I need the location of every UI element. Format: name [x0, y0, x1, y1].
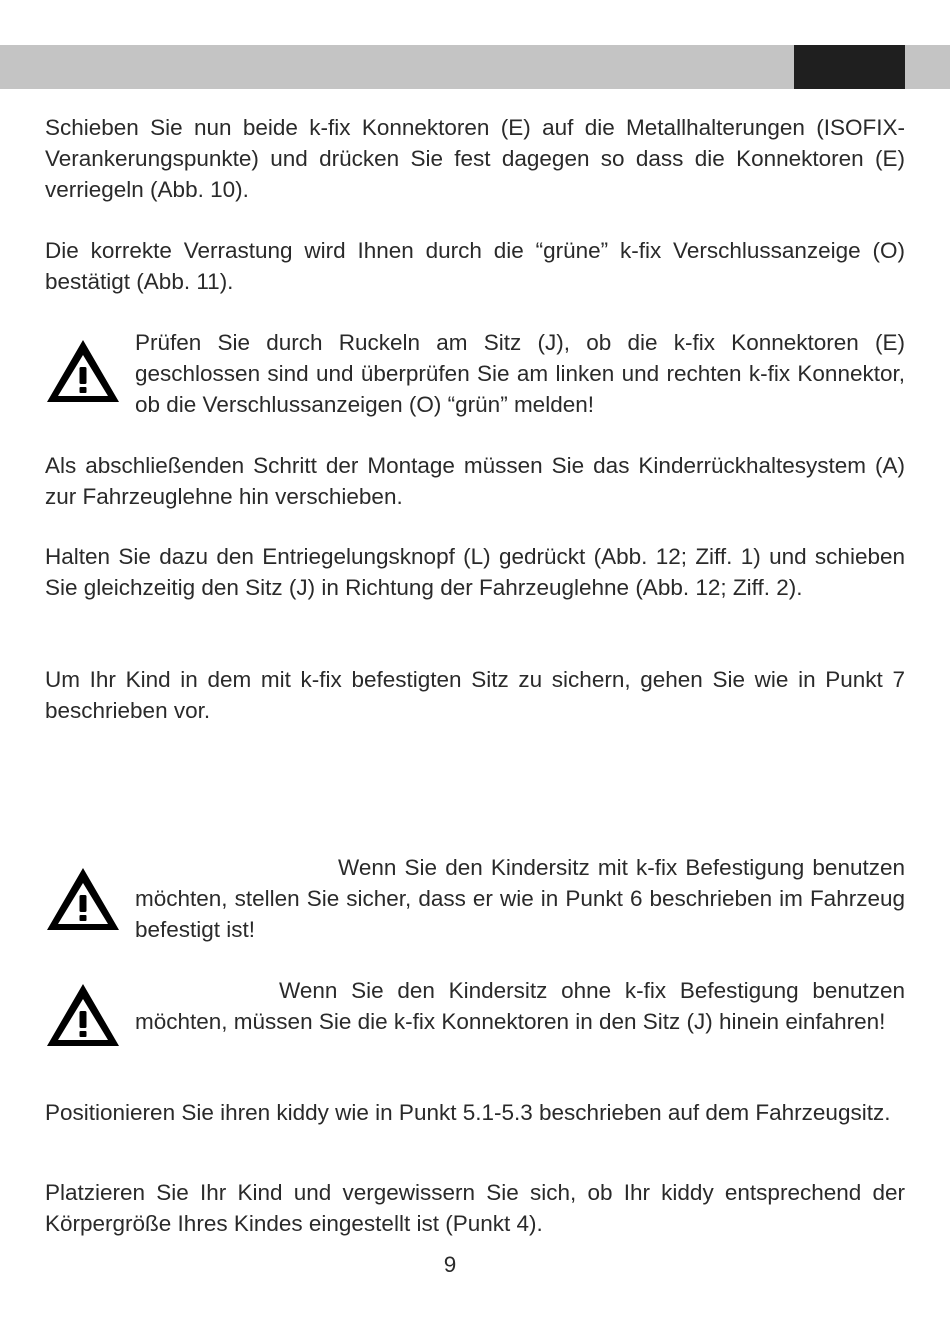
paragraph-secure-child: Um Ihr Kind in dem mit k-fix befestigten Sitz zu sichern, gehen Sie wie in Punkt 7 beschrieben vor. — [45, 667, 905, 723]
paragraph-position-seat: Positionieren Sie ihren kiddy wie in Punkt 5.1-5.3 beschrieben auf dem Fahrzeugsitz. — [45, 1100, 891, 1125]
warning-triangle-icon — [45, 982, 121, 1048]
page-number: 9 — [443, 1252, 457, 1277]
paragraph-install-connectors: Schieben Sie nun beide k-fix Konnektoren (E) auf die Metallhalterungen (ISOFIX-Verankerungspunkte) und drücken Sie fest dagegen so dass die Konnektoren (E) verriegeln (Abb. 10). — [45, 115, 905, 202]
paragraph-final-step: Als abschließenden Schritt der Montage müssen Sie das Kinderrückhaltesystem (A) zur Fahrzeuglehne hin verschieben. — [45, 453, 905, 509]
paragraph-release-button: Halten Sie dazu den Entriegelungsknopf (L) gedrückt (Abb. 12; Ziff. 1) und schieben Sie gleichzeitig den Sitz (J) in Richtung der Fahrzeuglehne (Abb. 12; Ziff. 2). — [45, 544, 905, 600]
section-tab-block — [794, 45, 905, 89]
warning-check-connectors: Prüfen Sie durch Ruckeln am Sitz (J), ob die k-fix Konnektoren (E) geschlossen sind und überprüfen Sie am linken und rechten k-fix Konnektor, ob die Verschlussanzeigen (O) “grün” melden! — [135, 330, 905, 417]
warning-with-kfix: Wenn Sie den Kindersitz mit k-fix Befestigung benutzen möchten, stellen Sie sicher, dass er wie in Punkt 6 beschrieben im Fahrzeug befestigt ist! — [135, 855, 905, 942]
paragraph-place-child: Platzieren Sie Ihr Kind und vergewissern Sie sich, ob Ihr kiddy entsprechend der Körpergröße Ihres Kindes eingestellt ist (Punkt 4). — [45, 1180, 905, 1236]
paragraph-lock-indicator: Die korrekte Verrastung wird Ihnen durch die “grüne” k-fix Verschlussanzeige (O) bestätigt (Abb. 11). — [45, 238, 905, 294]
warning-triangle-icon — [45, 866, 121, 932]
warning-without-kfix: Wenn Sie den Kindersitz ohne k-fix Befestigung benutzen möchten, müssen Sie die k-fix Konnektoren in den Sitz (J) hinein einfahren! — [135, 978, 905, 1034]
warning-triangle-icon — [45, 338, 121, 404]
